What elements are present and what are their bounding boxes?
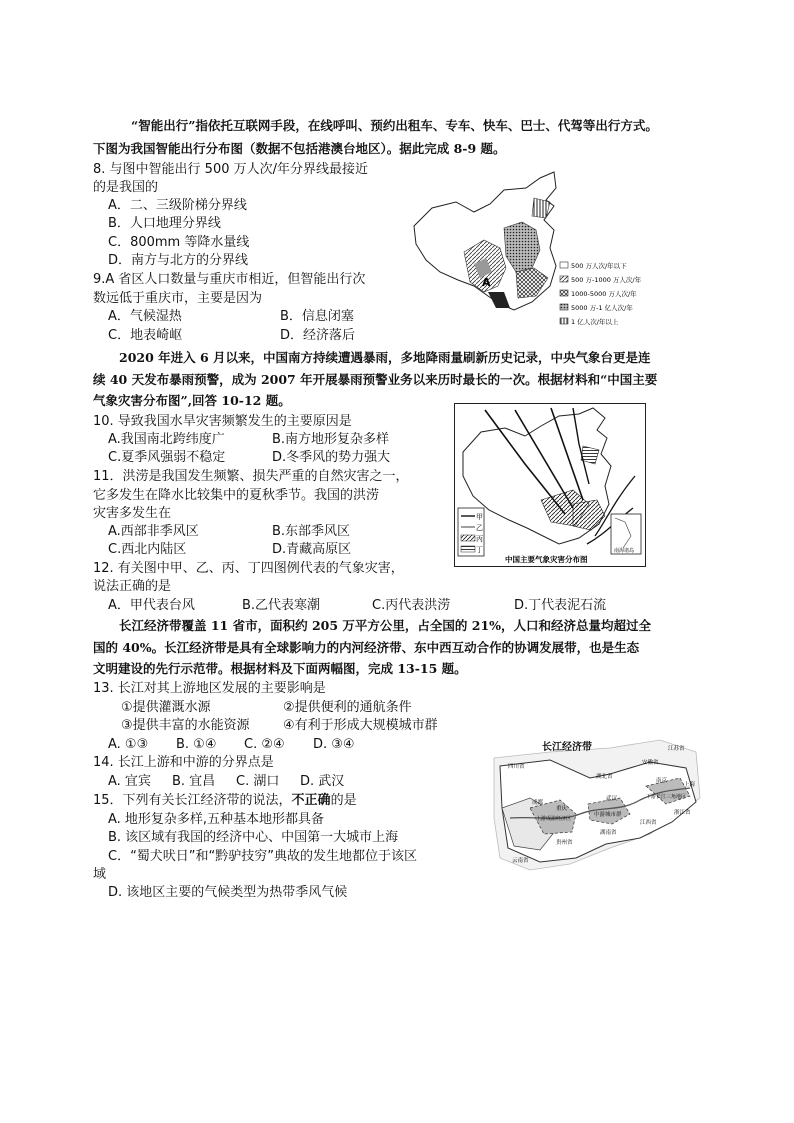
- q13-item-4: ④有利于形成大规模城市群: [283, 718, 438, 733]
- q14-option-c[interactable]: C. 湖口: [236, 774, 280, 789]
- q10-option-a[interactable]: A.我国南北跨纬度广: [108, 432, 225, 447]
- q11-stem-line3: 灾害多发生在: [93, 506, 172, 521]
- q13-option-a[interactable]: A. ①③: [108, 737, 149, 752]
- q15-option-b[interactable]: B. 该区域有我国的经济中心、中国第一大城市上海: [108, 830, 399, 845]
- q8-stem-line2: 的是我国的: [93, 180, 159, 195]
- label-downstream-zone: 下游长江三角地区: [646, 794, 687, 800]
- map1-legend-4: 5000 万-1 亿人次/年: [571, 304, 633, 312]
- intro2-line3: 气象灾害分布图”,回答 10-12 题。: [93, 393, 291, 408]
- intro2-line1: 2020 年进入 6 月以来，中国南方持续遭遇暴雨，多地降雨量刷新历史记录，中央气象台更是连: [119, 350, 651, 365]
- province-a-label: A: [482, 276, 491, 289]
- label-nanjing: 南京: [656, 778, 668, 784]
- south-china-sea-inset: [611, 514, 641, 554]
- q9-option-c[interactable]: C．地表崎岖: [108, 328, 183, 343]
- legend-bing: 丙: [476, 535, 483, 543]
- q15-option-c-cont: 域: [93, 867, 107, 882]
- q13-option-b[interactable]: B. ①④: [176, 737, 217, 752]
- q10-stem: 10. 导致我国水旱灾害频繁发生的主要原因是: [93, 414, 352, 429]
- q10-option-c[interactable]: C.夏季风强弱不稳定: [108, 450, 226, 465]
- label-sichuan: 四川省: [508, 764, 525, 770]
- q11-option-c[interactable]: C.西北内陆区: [108, 542, 187, 557]
- map1-legend-5: 1 亿人次/年以上: [571, 318, 619, 326]
- q15-stem: [93, 793, 357, 809]
- smart-mobility-map: [404, 168, 642, 338]
- q12-stem-line2: 说法正确的是: [93, 579, 172, 594]
- q9-stem-line1: 9.A 省区人口数量与重庆市相近，但智能出行次: [93, 272, 366, 287]
- yangtze-economic-belt-map: [490, 738, 704, 876]
- q13-item-2: ②提供便利的通航条件: [283, 700, 412, 715]
- q8-option-b[interactable]: B．人口地理分界线: [108, 216, 221, 231]
- q8-option-d[interactable]: D．南方与北方的分界线: [108, 253, 249, 268]
- q14-stem: 14. 长江上游和中游的分界点是: [93, 755, 274, 770]
- map1-legend-3: 1000-5000 万人次/年: [571, 290, 637, 298]
- q9-stem-line2: 数远低于重庆市，主要是因为: [93, 291, 263, 306]
- q12-option-c[interactable]: C.丙代表洪涝: [372, 598, 451, 613]
- q10-option-d[interactable]: D.冬季风的势力强大: [272, 450, 391, 465]
- q8-stem-line1: 8. 与图中智能出行 500 万人次/年分界线最接近: [93, 162, 368, 177]
- yangtze-map-svg: [490, 738, 704, 876]
- q12-stem-line1: 12. 有关图中甲、乙、丙、丁四图例代表的气象灾害，: [93, 561, 404, 576]
- intro3-line1: 长江经济带覆盖 11 省市，面积约 205 万平方公里，占全国的 21%，人口和经济总量均超过全: [119, 618, 652, 633]
- label-jiangsu: 江苏省: [668, 746, 685, 752]
- weather-disaster-map: [454, 403, 646, 567]
- intro3-line2: 国的 40%。长江经济带是具有全球影响力的内河经济带、东中西互动合作的协调发展带，也是生态: [93, 640, 640, 655]
- q11-option-a[interactable]: A.西部非季风区: [108, 524, 199, 539]
- label-upstream-zone: 上游成渝经济区: [536, 816, 572, 822]
- q9-option-a[interactable]: A．气候湿热: [108, 309, 182, 324]
- q15-stem-pre: 15．下列有关长江经济带的说法，: [93, 793, 292, 808]
- q12-option-b[interactable]: B.乙代表寒潮: [242, 598, 321, 613]
- label-wuhan: 武汉: [606, 796, 618, 802]
- q11-stem-line2: 它多发生在降水比较集中的夏秋季节。我国的洪涝: [93, 488, 380, 503]
- map2-legend: [458, 508, 484, 556]
- label-hunan: 湖南省: [600, 830, 617, 836]
- q9-option-d[interactable]: D．经济落后: [280, 328, 356, 343]
- q13-option-c[interactable]: C. ②④: [244, 737, 285, 752]
- map1-legend-1: 500 万人次/年以下: [571, 262, 627, 270]
- q8-option-c[interactable]: C．800mm 等降水量线: [108, 235, 250, 250]
- label-yunnan: 云南省: [512, 858, 529, 864]
- intro1-line1: “智能出行”指依托互联网手段，在线呼叫、预约出租车、专车、快车、巴士、代驾等出行方式。: [131, 118, 658, 133]
- smart-mobility-map-svg: [404, 168, 642, 338]
- label-zhejiang: 浙江省: [674, 810, 691, 816]
- legend-yi: 乙: [476, 524, 483, 532]
- q13-item-1: ①提供灌溉水源: [121, 700, 211, 715]
- label-shanghai: 上海: [684, 782, 696, 788]
- q15-stem-post: 的是: [330, 793, 357, 808]
- label-midstream-zone: 中游城市群: [594, 812, 622, 818]
- legend-jia: 甲: [476, 513, 483, 521]
- q11-option-d[interactable]: D.青藏高原区: [272, 542, 352, 557]
- q15-option-a[interactable]: A. 地形复杂多样,五种基本地形都具备: [108, 812, 325, 827]
- intro3-line3: 文明建设的先行示范带。根据材料及下面两幅图，完成 13-15 题。: [93, 661, 467, 676]
- q9-option-b[interactable]: B．信息闭塞: [280, 309, 354, 324]
- map1-legend: [560, 261, 642, 326]
- q13-stem: 13. 长江对其上游地区发展的主要影响是: [93, 681, 326, 696]
- label-chongqing: 重庆: [556, 806, 568, 812]
- q15-option-c[interactable]: C．“蜀犬吠日”和“黔驴技穷”典故的发生地都位于该区: [108, 849, 418, 864]
- q15-stem-emphasis: 不正确: [291, 793, 331, 808]
- label-jiangxi: 江西省: [640, 820, 657, 826]
- inset-label: 南海诸岛: [614, 548, 635, 554]
- q14-option-a[interactable]: A. 宜宾: [108, 774, 151, 789]
- q10-option-b[interactable]: B.南方地形复杂多样: [272, 432, 390, 447]
- q11-option-b[interactable]: B.东部季风区: [272, 524, 351, 539]
- intro2-line2: 续 40 天发布暴雨预警，成为 2007 年开展暴雨预警业务以来历时最长的一次。根据材料和“中国主要: [93, 372, 658, 387]
- legend-ding: 丁: [476, 546, 483, 554]
- map3-title: 长江经济带: [542, 742, 592, 753]
- map1-legend-2: 500 万-1000 万人次/年: [571, 276, 642, 284]
- q12-option-a[interactable]: A．甲代表台风: [108, 598, 195, 613]
- label-hubei: 湖北省: [596, 774, 613, 780]
- q8-option-a[interactable]: A．二、三级阶梯分界线: [108, 198, 247, 213]
- label-chengdu: 成都: [532, 800, 544, 806]
- q11-stem-line1: 11．洪涝是我国发生频繁、损失严重的自然灾害之一，: [93, 469, 409, 484]
- q14-option-b[interactable]: B. 宜昌: [172, 774, 216, 789]
- q13-option-d[interactable]: D. ③④: [313, 737, 355, 752]
- label-anhui: 安徽省: [642, 760, 659, 766]
- q15-option-d[interactable]: D. 该地区主要的气候类型为热带季风气候: [108, 885, 348, 900]
- q13-item-3: ③提供丰富的水能资源: [121, 718, 250, 733]
- q12-option-d[interactable]: D.丁代表泥石流: [514, 598, 607, 613]
- q14-option-d[interactable]: D. 武汉: [300, 774, 345, 789]
- map2-caption: 中国主要气象灾害分布图: [505, 555, 588, 564]
- weather-disaster-map-svg: [455, 404, 645, 566]
- intro1-line2: 下图为我国智能出行分布图（数据不包括港澳台地区）。据此完成 8-9 题。: [93, 141, 506, 156]
- label-guizhou: 贵州省: [556, 840, 573, 846]
